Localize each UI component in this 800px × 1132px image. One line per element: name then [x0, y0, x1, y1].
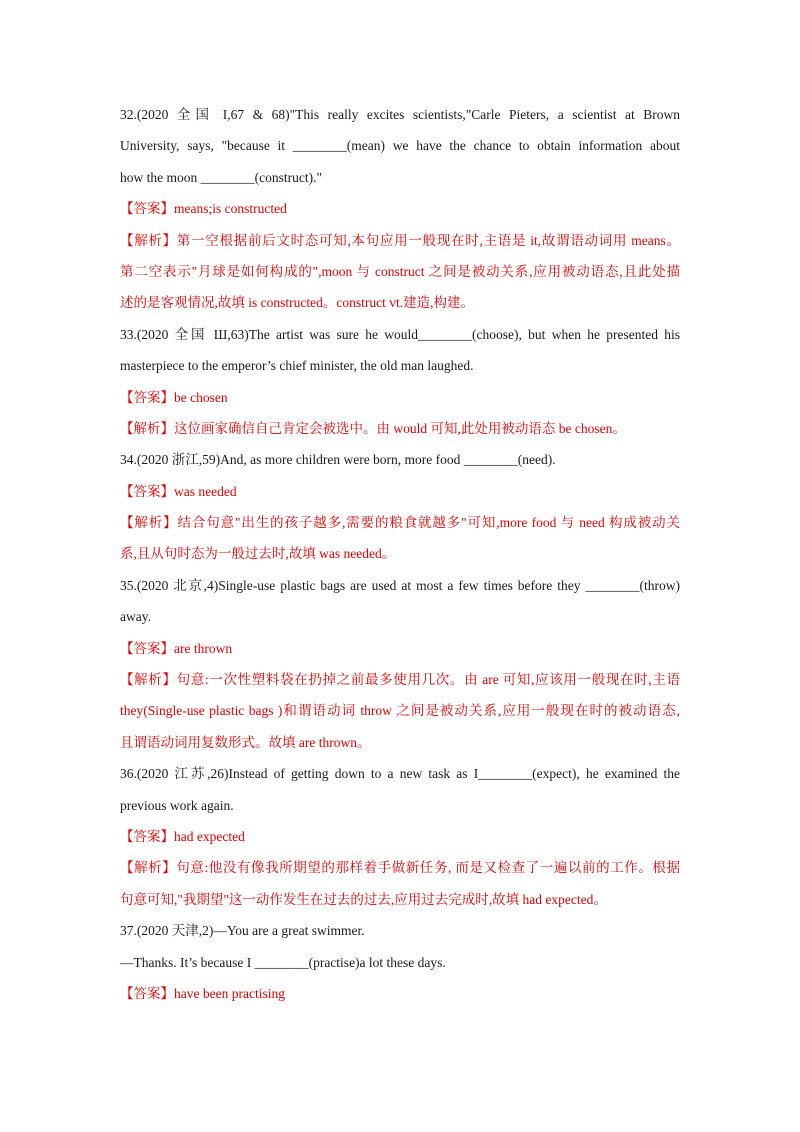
answer-line: 【答案】had expected — [120, 828, 245, 844]
analysis-line: 【解析】第一空根据前后文时态可知,本句应用一般现在时,主语是 it,故谓语动词用 means。 — [120, 232, 680, 248]
question-line: 34.(2020 浙江,59)And, as more children were born, more food ________(need). — [120, 452, 556, 468]
analysis-line: 【解析】句意:一次性塑料袋在扔掉之前最多使用几次。由 are 可知,应该用一般现在时,主语 — [120, 672, 680, 688]
question-line: 36.(2020 江苏,26)Instead of getting down to a new task as I________(expect), he examined the — [120, 766, 680, 782]
question-line: 33.(2020 全国 Ш,63)The artist was sure he would________(choose), but when he presented his — [120, 326, 680, 342]
answer-line: 【答案】means;is constructed — [120, 201, 287, 217]
analysis-line-continued: they(Single-use plastic bags )和谓语动词 throw 之间是被动关系,应用一般现在时的被动语态, — [120, 703, 680, 719]
analysis-line: 【解析】结合句意"出生的孩子越多,需要的粮食就越多"可知,more food 与 need 构成被动关 — [120, 515, 680, 531]
question-line: 37.(2020 天津,2)—You are a great swimmer. — [120, 923, 365, 939]
question-line: away. — [120, 609, 151, 625]
analysis-line: 【解析】句意:他没有像我所期望的那样着手做新任务, 而是又检查了一遍以前的工作。根据 — [120, 860, 680, 876]
question-line: University, says, "because it ________(mean) we have the chance to obtain information about — [120, 138, 680, 154]
question-line: masterpiece to the emperor’s chief minister, the old man laughed. — [120, 358, 474, 374]
document-page — [120, 99, 680, 1009]
question-line: 35.(2020 北京,4)Single-use plastic bags are used at most a few times before they ________(throw) — [120, 577, 680, 593]
question-line: previous work again. — [120, 797, 234, 813]
question-line: 32.(2020 全国 I,67 & 68)"This really excites scientists,"Carle Pieters, a scientist at Brown — [120, 107, 680, 122]
analysis-line-continued: 句意可知,"我期望"这一动作发生在过去的过去,应用过去完成时,故填 had expected。 — [120, 891, 607, 907]
analysis-line-continued: 述的是客观情况,故填 is constructed。construct vt.建造,构建。 — [120, 295, 474, 311]
answer-line: 【答案】was needed — [120, 483, 237, 499]
answer-line: 【答案】have been practising — [120, 985, 285, 1001]
analysis-line-continued: 且谓语动词用复数形式。故填 are thrown。 — [120, 734, 371, 750]
analysis-line-continued: 第二空表示"月球是如何构成的",moon 与 construct 之间是被动关系,应用被动语态,且此处描 — [120, 263, 680, 279]
answer-line: 【答案】are thrown — [120, 640, 233, 656]
analysis-line: 【解析】这位画家确信自己肯定会被选中。由 would 可知,此处用被动语态 be chosen。 — [120, 420, 626, 436]
question-line: —Thanks. It’s because I ________(practise)a lot these days. — [120, 954, 446, 970]
analysis-line-continued: 系,且从句时态为一般过去时,故填 was needed。 — [120, 546, 396, 562]
answer-line: 【答案】be chosen — [120, 389, 228, 405]
question-line: how the moon ________(construct)." — [120, 169, 322, 185]
